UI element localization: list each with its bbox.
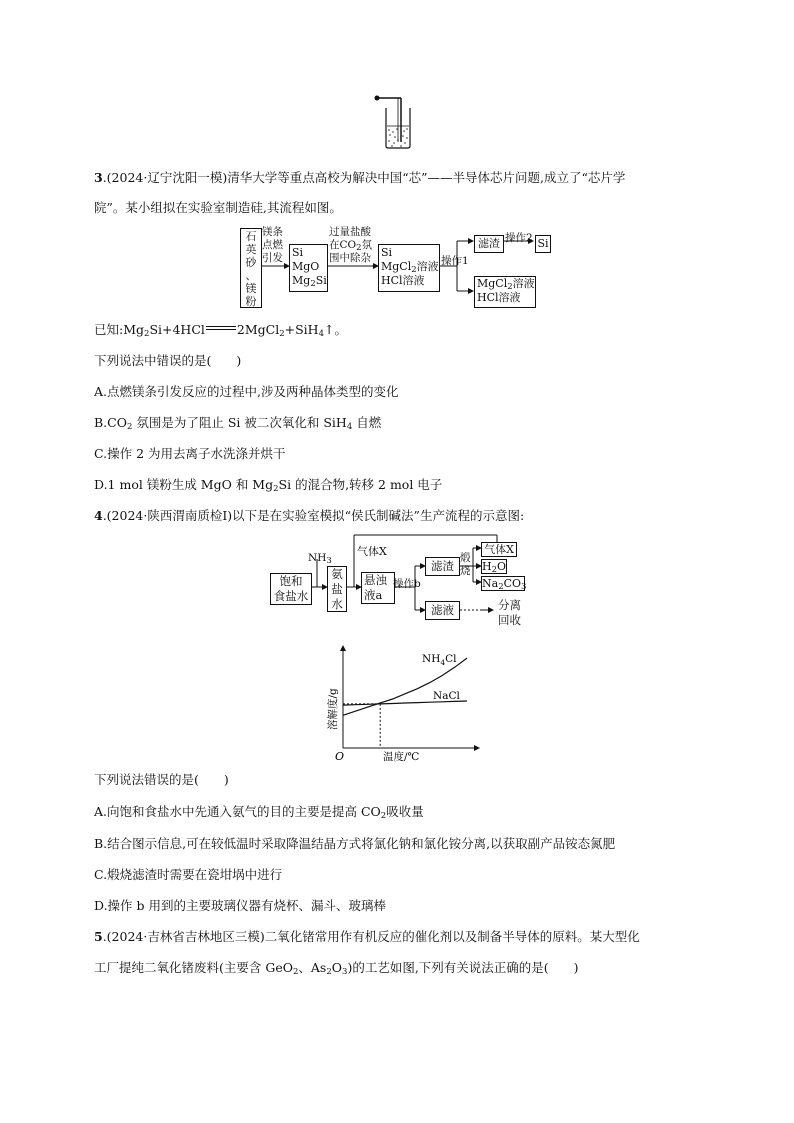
q3-step2-line: 过量盐酸 bbox=[329, 226, 371, 238]
q3-si-box: Si bbox=[535, 235, 551, 253]
chart-xlabel: 温度/℃ bbox=[383, 751, 420, 763]
series-nh4cl-line bbox=[343, 658, 467, 715]
q4-stem: 以下是在实验室模拟“侯氏制碱法”生产流程的示意图: bbox=[232, 508, 525, 523]
opt-part: B.CO bbox=[94, 415, 127, 430]
eq-part: 2MgCl bbox=[236, 322, 280, 337]
q3-start-char: 砂 bbox=[245, 256, 257, 269]
q5-sub: 2 bbox=[326, 967, 332, 977]
q3-box3 bbox=[378, 244, 440, 292]
q3-source: .(2024·辽宁沈阳一模) bbox=[102, 170, 228, 185]
q4-na-part: CO bbox=[503, 577, 522, 590]
q3-filtrate-sol: 溶液 bbox=[512, 277, 535, 290]
q3-box3-sol: 溶液 bbox=[416, 260, 439, 273]
q3-filtrate-box bbox=[474, 276, 536, 308]
q3-filtrate-sub: 2 bbox=[507, 282, 513, 292]
beaker-illustration bbox=[368, 90, 428, 152]
q4-sep-line: 回收 bbox=[498, 613, 521, 627]
q4-separate-recycle bbox=[498, 598, 521, 628]
q3-start-char: 石 bbox=[245, 230, 257, 243]
q4-calcine-char: 烧 bbox=[460, 565, 471, 577]
opt-part: 吸收量 bbox=[386, 804, 424, 819]
q3-box2-si: Si bbox=[315, 274, 327, 287]
opt-part: Si 的混合物,转移 2 mol 电子 bbox=[278, 477, 443, 492]
q3-start-char: 、 bbox=[245, 269, 257, 282]
opt-part: D.1 mol 镁粉生成 MgO 和 Mg bbox=[94, 477, 274, 492]
q3-filtrate-line bbox=[477, 277, 535, 291]
q4-amm-char: 盐 bbox=[331, 582, 343, 596]
q5-source: .(2024·吉林省吉林地区三模) bbox=[102, 929, 265, 944]
q3-box2-line bbox=[292, 274, 327, 288]
opt-sub: 2 bbox=[273, 484, 279, 494]
q4-susp-line: 液a bbox=[364, 588, 383, 602]
q3-step2-atm: 氛 bbox=[361, 239, 373, 251]
q4-na-sub: 2 bbox=[498, 582, 504, 592]
q3-box2-sub: 2 bbox=[310, 279, 316, 289]
q5-part: )的工艺如图,下列有关说法正确的是( ) bbox=[347, 960, 579, 975]
q3-op1-label: 操作1 bbox=[441, 255, 469, 267]
q4-amm-char: 氨 bbox=[331, 567, 343, 581]
legend-nh4cl-sub: 4 bbox=[440, 658, 446, 667]
q3-step2-line bbox=[329, 239, 372, 252]
q4-amm-char: 水 bbox=[331, 597, 343, 611]
q4-option-c: C.煅烧滤渣时需要在瓷坩埚中进行 bbox=[94, 867, 283, 882]
q4-sep-line: 分离 bbox=[498, 598, 521, 612]
opt-sub: 2 bbox=[126, 422, 133, 432]
q4-susp-line: 悬浊 bbox=[364, 573, 387, 587]
q4-gas-x-top: 气体X bbox=[357, 545, 387, 558]
q5-number: 5 bbox=[94, 929, 103, 944]
q3-number: 3 bbox=[94, 170, 103, 185]
q4-prompt: 下列说法错误的是( ) bbox=[94, 772, 229, 787]
q3-box2-line: Si bbox=[292, 246, 304, 259]
q4-out-na2co3 bbox=[481, 576, 525, 591]
q4-solubility-chart bbox=[325, 642, 485, 766]
q3-op2-label: 操作2 bbox=[505, 232, 533, 244]
opt-part: 自燃 bbox=[352, 415, 382, 430]
q4-option-d: D.操作 b 用到的主要玻璃仪器有烧杯、漏斗、玻璃棒 bbox=[94, 898, 386, 913]
q3-step1-line: 引发 bbox=[262, 252, 283, 264]
q4-h2o-sub: 2 bbox=[491, 565, 498, 575]
q5-line1 bbox=[94, 929, 640, 945]
opt-part: A.向饱和食盐水中先通入氨气的目的主要是提高 CO bbox=[94, 804, 381, 819]
q4-nh3-n: NH bbox=[308, 552, 327, 564]
q4-number: 4 bbox=[94, 508, 103, 523]
q3-box2-mg: Mg bbox=[292, 274, 311, 287]
q3-box3-mgcl: MgCl bbox=[381, 260, 412, 273]
q5-part: 工厂提纯二氧化锗废料(主要含 GeO bbox=[94, 960, 293, 975]
q3-option-d bbox=[94, 477, 442, 493]
q4-calcine-char: 煅 bbox=[460, 552, 471, 564]
eq-sub: 2 bbox=[144, 329, 150, 339]
q4-calcine-label bbox=[460, 552, 471, 578]
q4-na-part: Na bbox=[482, 577, 499, 590]
q3-option-c: C.操作 2 为用去离子水洗涤并烘干 bbox=[94, 446, 286, 461]
q3-filtrate-line: HCl溶液 bbox=[477, 291, 521, 304]
q3-box3-line bbox=[381, 260, 439, 274]
q5-part: O bbox=[331, 960, 343, 975]
q5-stem-1: 二氧化锗常用作有机反应的催化剂以及制备半导体的原料。某大型化 bbox=[264, 929, 640, 944]
chart-origin: O bbox=[335, 750, 345, 763]
q3-start-char: 镁 bbox=[245, 282, 257, 295]
q3-step2-label bbox=[329, 226, 372, 265]
q4-option-b: B.结合图示信息,可在较低温时采取降温结晶方式将氯化钠和氯化铵分离,以获取副产品铵态氮肥 bbox=[94, 836, 616, 851]
q4-na-sub: 3 bbox=[521, 582, 527, 592]
q3-box3-line: HCl溶液 bbox=[381, 274, 425, 287]
q3-option-b bbox=[94, 415, 381, 431]
eq-part: 已知:Mg bbox=[94, 322, 145, 337]
q5-sub: 2 bbox=[292, 967, 299, 977]
q3-step2-line: 围中除杂 bbox=[329, 252, 371, 264]
q3-option-a: A.点燃镁条引发反应的过程中,涉及两种晶体类型的变化 bbox=[94, 384, 399, 399]
eq-equals-sign bbox=[206, 326, 236, 330]
q3-box3-sub: 2 bbox=[411, 265, 417, 275]
q5-part: 、As bbox=[298, 960, 327, 975]
q3-line2: 院”。某小组拟在实验室制造硅,其流程如图。 bbox=[94, 200, 342, 215]
q4-h2o-o: O bbox=[497, 560, 507, 573]
eq-sub: 2 bbox=[279, 329, 285, 339]
q3-step1-line: 镁条 bbox=[262, 226, 283, 238]
q3-step1-label bbox=[262, 226, 283, 265]
q3-start-char: 英 bbox=[245, 243, 257, 256]
legend-nacl: NaCl bbox=[433, 690, 460, 702]
q4-box-ammoniated bbox=[327, 566, 347, 612]
eq-part: Si+4HCl bbox=[149, 322, 205, 337]
q4-out-h2o bbox=[481, 559, 507, 574]
legend-nh4cl bbox=[422, 653, 457, 667]
q3-known-equation bbox=[94, 322, 347, 338]
q4-line1 bbox=[94, 508, 524, 524]
q4-box-suspension bbox=[361, 572, 395, 604]
q4-nh3-label bbox=[308, 550, 332, 566]
q4-nh3-sub: 3 bbox=[326, 556, 332, 566]
q3-step2-sub: 2 bbox=[356, 243, 362, 253]
chart-ylabel: 溶解度/g bbox=[327, 688, 339, 730]
q3-box2-line: MgO bbox=[292, 260, 320, 273]
q4-box-brine bbox=[270, 573, 312, 605]
q4-out-gas-x: 气体X bbox=[481, 542, 517, 557]
opt-part: 氛围是为了阻止 Si 被二次氧化和 SiH bbox=[132, 415, 347, 430]
eq-sub: 4 bbox=[318, 329, 324, 339]
legend-nh4cl-cl: Cl bbox=[445, 653, 457, 665]
opt-sub: 4 bbox=[346, 422, 353, 432]
q3-prompt: 下列说法中错误的是( ) bbox=[94, 353, 242, 368]
q4-opb-label: 操作b bbox=[393, 578, 421, 590]
q3-start-box bbox=[240, 228, 262, 308]
q3-start-char: 粉 bbox=[245, 295, 257, 308]
q3-filtrate-mgcl: MgCl bbox=[477, 277, 508, 290]
q3-box3-line: Si bbox=[381, 246, 393, 259]
eq-part: +SiH bbox=[284, 322, 319, 337]
opt-sub: 2 bbox=[380, 811, 387, 821]
q3-line1 bbox=[94, 170, 625, 186]
q3-residue-box: 滤渣 bbox=[474, 235, 504, 253]
q4-brine-line: 食盐水 bbox=[273, 589, 309, 603]
q3-box2 bbox=[289, 244, 328, 292]
q4-option-a bbox=[94, 804, 424, 820]
q4-residue-box: 滤渣 bbox=[425, 557, 460, 576]
q5-sub: 3 bbox=[342, 967, 348, 977]
q4-brine-line: 饱和 bbox=[279, 574, 303, 588]
q4-filtrate-box: 滤液 bbox=[425, 601, 460, 620]
q4-h2o-h: H bbox=[482, 560, 492, 573]
q3-step1-line: 点燃 bbox=[262, 239, 283, 251]
q3-step2-co: 在CO bbox=[329, 239, 357, 251]
q5-line2 bbox=[94, 960, 579, 976]
eq-part: ↑。 bbox=[324, 322, 347, 337]
q3-stem-1: 清华大学等重点高校为解决中国“芯”——半导体芯片问题,成立了“芯片学 bbox=[227, 170, 626, 185]
legend-nh4cl-nh: NH bbox=[422, 653, 441, 665]
q4-source: .(2024·陕西渭南质检Ⅰ) bbox=[102, 508, 233, 523]
